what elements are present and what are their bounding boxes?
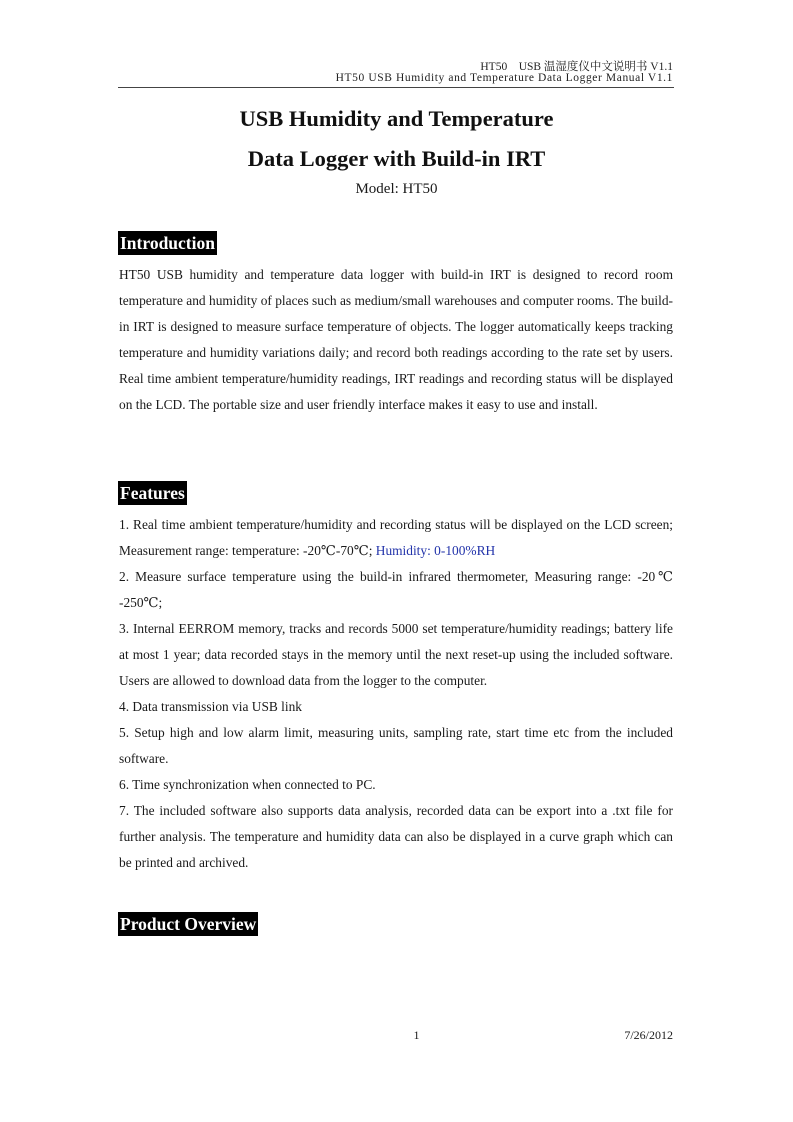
section-heading-introduction: Introduction <box>120 233 215 253</box>
page-number: 1 <box>413 1028 420 1042</box>
feature-item-3: 3. Internal EERROM memory, tracks and records 5000 set temperature/humidity readings; battery life at most 1 year; data recorded stays in the memory until the next reset-up using the included software. Users are allowed to download data from the logger to the computer. <box>119 621 673 688</box>
feature-item-4: 4. Data transmission via USB link <box>119 699 302 714</box>
section-heading-product-overview: Product Overview <box>120 914 257 934</box>
feature-1-text: 1. Real time ambient temperature/humidity and recording status will be displayed on the LCD screen; Measurement range: temperature: -20℃-70℃; <box>119 517 673 558</box>
feature-item-5: 5. Setup high and low alarm limit, measuring units, sampling rate, start time etc from the included software. <box>119 725 673 766</box>
introduction-paragraph: HT50 USB humidity and temperature data logger with build-in IRT is designed to record room temperature and humidity of places such as medium/small warehouses and computer rooms. The build-in IRT is designed to measure surface temperature of objects. The logger automatically keeps tracking temperature and humidity variations daily; and record both readings according to the rate set by users. Real time ambient temperature/humidity readings, IRT readings and recording status will be displayed on the LCD. The portable size and user friendly interface makes it easy to use and install. <box>119 267 673 412</box>
feature-item-6: 6. Time synchronization when connected to PC. <box>119 777 376 792</box>
header-line-english <box>336 72 673 84</box>
feature-item-2: 2. Measure surface temperature using the build-in infrared thermometer, Measuring range: -20℃ -250℃; <box>119 569 673 610</box>
feature-item-7: 7. The included software also supports data analysis, recorded data can be export into a .txt file for further analysis. The temperature and humidity data can also be displayed in a curve graph which can be printed and archived. <box>119 803 673 870</box>
header-line-english-text: HT50 USB Humidity and Temperature Data Logger Manual V1.1 <box>335 72 673 84</box>
feature-1-humidity-range: Humidity: 0-100%RH <box>372 543 496 558</box>
header-line-chinese: HT50 USB 温湿度仪中文说明书 V1.1 <box>480 61 673 73</box>
section-heading-features: Features <box>120 483 185 503</box>
document-title-line2: Data Logger with Build-in IRT <box>247 146 546 171</box>
document-title-line1: USB Humidity and Temperature <box>239 106 554 131</box>
model-subtitle: Model: HT50 <box>355 181 438 197</box>
page-date: 7/26/2012 <box>624 1028 673 1042</box>
feature-item-1 <box>119 512 673 564</box>
header-rule <box>118 87 674 88</box>
